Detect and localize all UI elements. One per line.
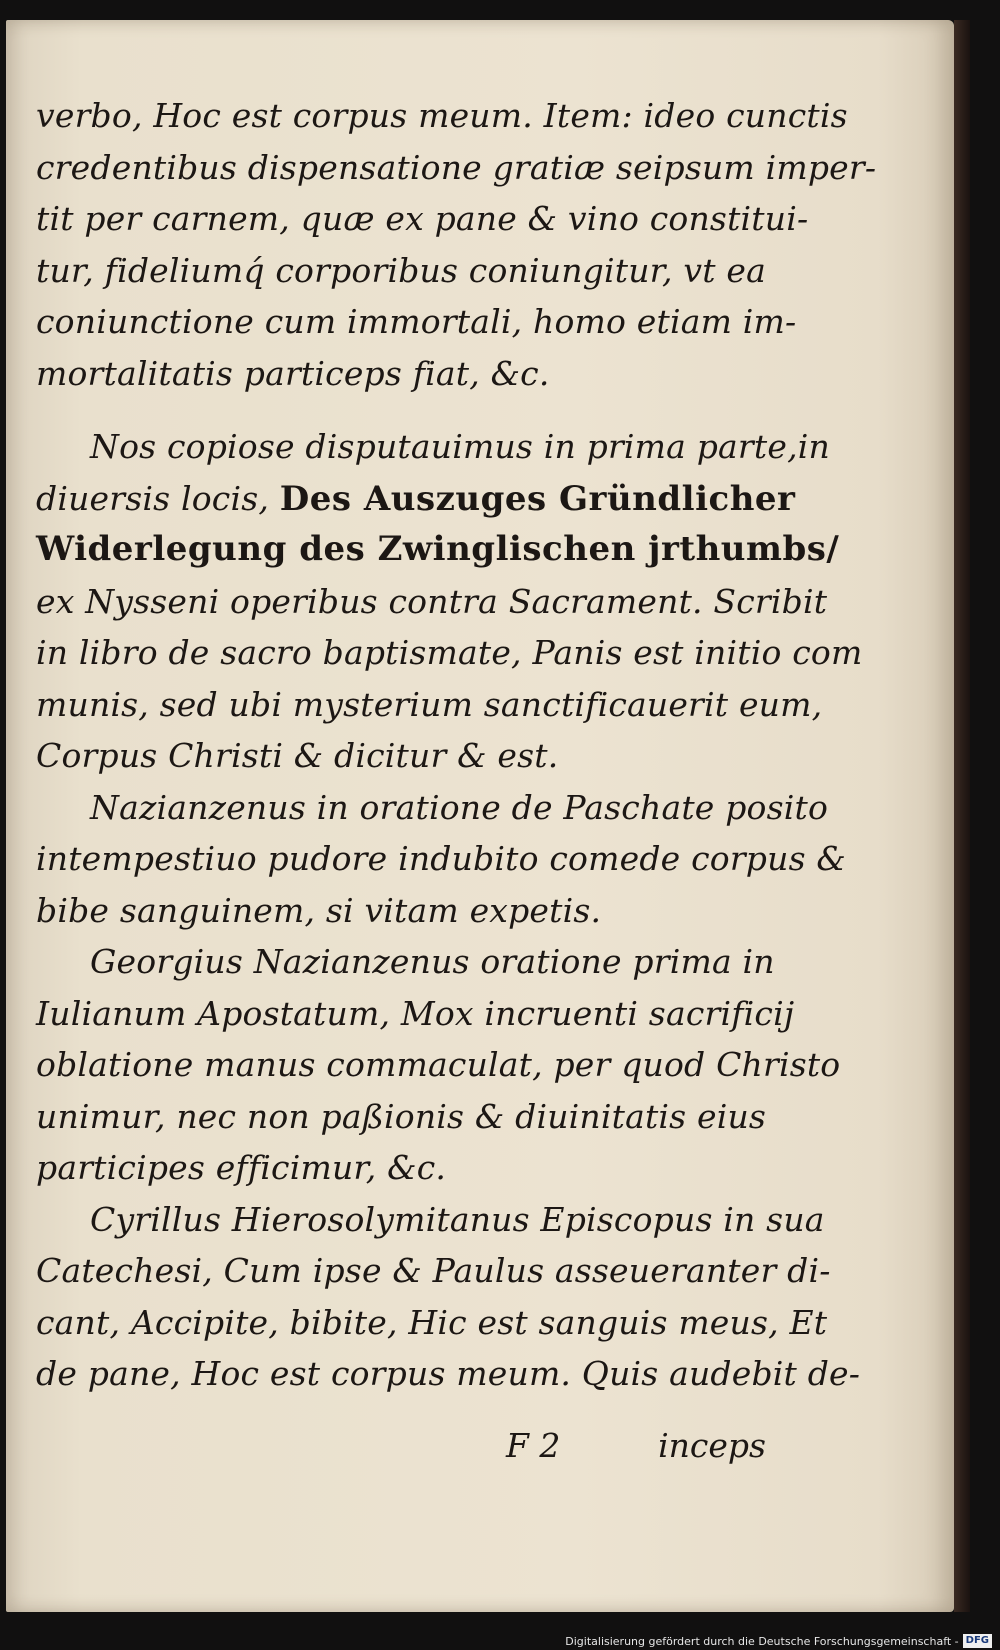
text-line: unimur, nec non paßionis & diuinitatis eius (36, 1096, 767, 1136)
text-line: cant, Accipite, bibite, Hic est sanguis meus, Et (36, 1302, 828, 1342)
blackletter-line: Widerlegung des Zwinglischen jrthumbs/ (36, 529, 840, 569)
text-line: Nazianzenus in oratione de Paschate posito (90, 787, 829, 827)
text-line: Corpus Christi & dicitur & est. (36, 736, 559, 775)
text-line: munis, sed ubi mysterium sanctificauerit eum, (36, 684, 823, 724)
text-line: oblatione manus commaculat, per quod Christo (36, 1045, 841, 1084)
credit-text: Digitalisierung gefördert durch die Deutsche Forschungsgemeinschaft - (565, 1634, 959, 1648)
italic-run: diuersis locis, (36, 478, 270, 518)
signature-mark: F 2 (506, 1426, 561, 1465)
paragraph-gap (36, 399, 766, 421)
text-line: Georgius Nazianzenus oratione prima in (90, 942, 775, 981)
text-line: de pane, Hoc est corpus meum. Quis audebit de- (36, 1354, 861, 1393)
text-line: verbo, Hoc est corpus meum. Item: ideo cunctis (36, 96, 848, 135)
text-line: mortalitatis particeps fiat, &c. (36, 353, 550, 393)
text-line: Catechesi, Cum ipse & Paulus asseueranter di- (36, 1251, 831, 1290)
text-line: Nos copiose disputauimus in prima parte,in (90, 427, 830, 466)
blackletter-run: Des Auszuges Gründlicher (279, 478, 796, 519)
text-line: Iulianum Apostatum, Mox incruenti sacrificij (36, 993, 795, 1033)
text-line: ex Nysseni operibus contra Sacrament. Scribit (36, 581, 828, 621)
text-line: tit per carnem, quæ ex pane & vino constitui- (36, 199, 809, 238)
text-line: bibe sanguinem, si vitam expetis. (36, 890, 602, 930)
text-line: Cyrillus Hierosolymitanus Episcopus in sua (90, 1199, 825, 1239)
text-line: intempestiuo pudore indubito comede corpus & (36, 839, 846, 878)
text-line: in libro de sacro baptismate, Panis est initio com (36, 633, 863, 672)
page-text (36, 90, 877, 1400)
text-line: tur, fideliumq́ corporibus coniungitur, vt ea (36, 250, 766, 290)
dfg-logo: DFG (963, 1634, 992, 1648)
page-footer (36, 1420, 766, 1472)
text-line: coniunctione cum immortali, homo etiam im- (36, 302, 797, 341)
text-line-mixed (36, 473, 796, 525)
text-line: credentibus dispensatione gratiæ seipsum imper- (36, 147, 877, 187)
digitization-credit (565, 1634, 992, 1648)
text-line: participes efficimur, &c. (36, 1148, 447, 1187)
catchword: inceps (658, 1426, 766, 1465)
book-page (6, 20, 954, 1612)
